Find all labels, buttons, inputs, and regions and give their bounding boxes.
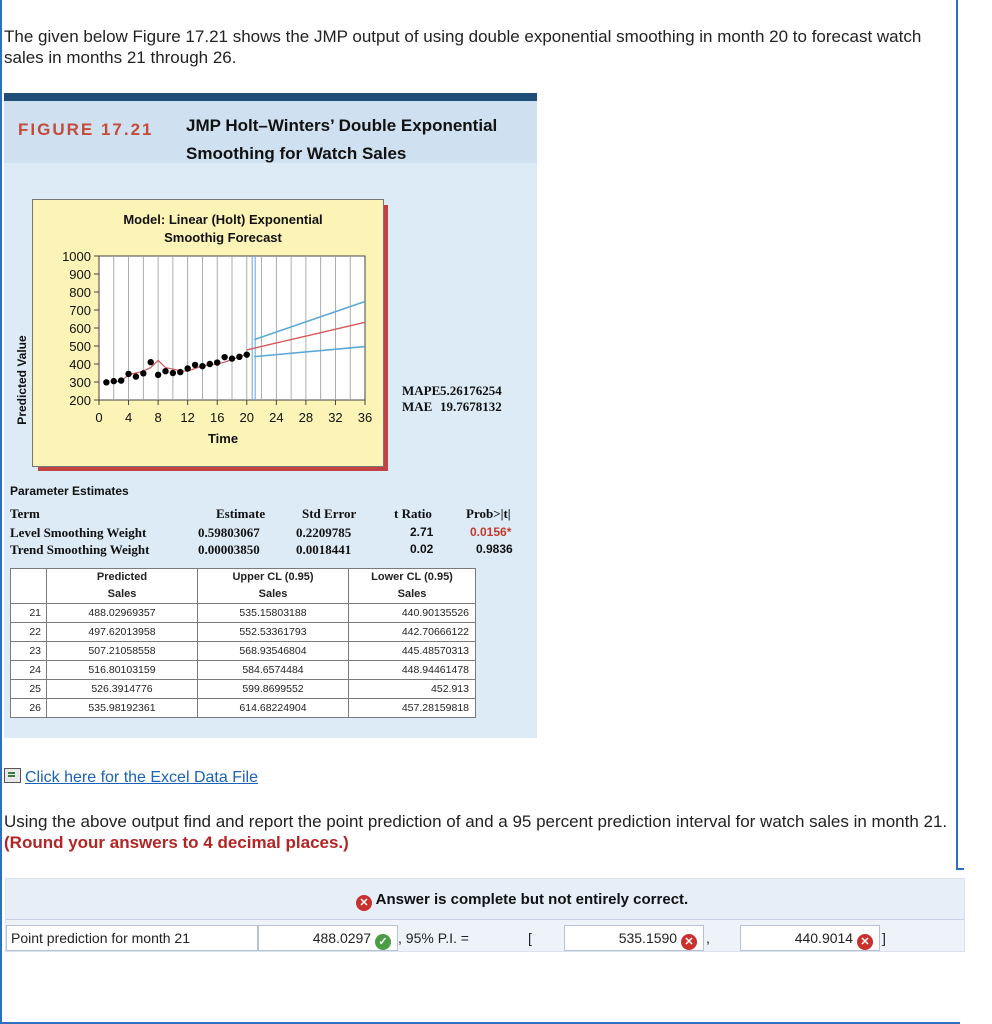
pi-label: , 95% P.I. = — [398, 930, 469, 946]
data-point — [184, 365, 190, 371]
figure-header — [4, 101, 537, 163]
figure-17-21 — [4, 93, 537, 738]
x-tick-label: 36 — [357, 410, 373, 425]
figure-top-bar — [4, 93, 537, 101]
param-header-std-error: Std Error — [302, 506, 357, 521]
table-cell-predicted: 507.21058558 — [47, 642, 198, 661]
frame-right-border — [956, 0, 958, 870]
table-cell-predicted: 526.3914776 — [47, 680, 198, 699]
table-header-blank — [11, 569, 47, 604]
chart-title-line-2: Smoothig Forecast — [164, 230, 282, 245]
param-row-term: Level Smoothing Weight — [10, 525, 147, 540]
point-prediction-input[interactable] — [258, 925, 398, 951]
y-tick-label: 600 — [69, 321, 91, 336]
figure-title: JMP Holt–Winters’ Double Exponential Smoothing for Watch Sales — [186, 116, 498, 163]
chart-ylabel: Predicted Value — [15, 335, 29, 425]
table-row-month: 26 — [11, 699, 47, 718]
data-point — [111, 378, 117, 384]
table-header-lower: Lower CL (0.95) Sales — [349, 569, 476, 604]
x-tick-label: 12 — [180, 410, 195, 425]
parameter-estimates-title: Parameter Estimates — [10, 484, 129, 498]
param-row-t-ratio: 0.02 — [410, 542, 434, 556]
y-tick-label: 300 — [69, 375, 91, 390]
forecast-chart — [15, 200, 383, 466]
x-tick-label: 4 — [124, 410, 133, 425]
chart-title-line-1: Model: Linear (Holt) Exponential — [123, 212, 323, 227]
chart-xlabel: Time — [207, 431, 239, 446]
data-point — [148, 359, 154, 365]
table-header-predicted: Predicted Sales — [47, 569, 198, 604]
param-row-prob: 0.0156* — [470, 525, 512, 539]
chart-panel — [15, 199, 384, 467]
y-tick-label: 900 — [69, 267, 91, 282]
table-row — [11, 623, 476, 642]
table-cell-upper: 568.93546804 — [198, 642, 349, 661]
y-tick-label: 1000 — [62, 249, 91, 264]
data-point — [125, 371, 131, 377]
pi-lower-value: 535.1590 — [618, 930, 678, 946]
excel-data-file-link[interactable] — [4, 768, 258, 787]
y-tick-label: 200 — [69, 393, 91, 408]
table-cell-lower: 452.913 — [349, 680, 476, 699]
table-cell-lower: 440.90135526 — [349, 604, 476, 623]
data-point — [133, 373, 139, 379]
data-point — [229, 355, 235, 361]
correct-check-icon: ✓ — [375, 934, 391, 950]
data-point — [170, 370, 176, 376]
data-point — [103, 379, 109, 385]
frame-right-hook — [956, 868, 964, 870]
data-point — [140, 370, 146, 376]
data-point — [192, 362, 198, 368]
y-tick-label: 400 — [69, 357, 91, 372]
table-cell-upper: 584.6574484 — [198, 661, 349, 680]
table-cell-lower: 445.48570313 — [349, 642, 476, 661]
incorrect-icon: ✕ — [356, 895, 372, 911]
verdict-text: Answer is complete but not entirely correct. — [375, 891, 689, 908]
table-cell-upper: 552.53361793 — [198, 623, 349, 642]
data-point — [236, 354, 242, 360]
x-tick-label: 16 — [209, 410, 225, 425]
table-cell-lower: 442.70666122 — [349, 623, 476, 642]
table-row — [11, 604, 476, 623]
data-point — [162, 368, 168, 374]
data-point — [207, 361, 213, 367]
table-row-month: 24 — [11, 661, 47, 680]
y-tick-label: 800 — [69, 285, 91, 300]
intro-text: The given below Figure 17.21 shows the JMP output of using double exponential smoothing in month 20 to forecast watch sales in months 21 through 26. — [4, 27, 922, 67]
mape-value: 5.26176254 — [440, 383, 502, 398]
table-cell-predicted: 497.62013958 — [47, 623, 198, 642]
table-row — [11, 661, 476, 680]
y-tick-label: 500 — [69, 339, 91, 354]
pi-comma: , — [706, 930, 710, 946]
data-point — [155, 372, 161, 378]
param-row-t-ratio: 2.71 — [410, 525, 434, 539]
table-cell-lower: 448.94461478 — [349, 661, 476, 680]
y-tick-label: 700 — [69, 303, 91, 318]
question-text — [4, 811, 954, 853]
x-tick-label: 8 — [154, 410, 162, 425]
pi-upper-value: 440.9014 — [794, 930, 854, 946]
mae-label: MAE — [402, 399, 433, 414]
mae-value: 19.7678132 — [440, 399, 502, 414]
param-row-estimate: 0.00003850 — [198, 542, 260, 557]
data-point — [118, 377, 124, 383]
x-tick-label: 0 — [95, 410, 103, 425]
param-row-std-error: 0.2209785 — [296, 525, 352, 540]
table-header-upper: Upper CL (0.95) Sales — [198, 569, 349, 604]
data-point — [244, 351, 250, 357]
table-row-month: 23 — [11, 642, 47, 661]
table-row-month: 22 — [11, 623, 47, 642]
point-prediction-label: Point prediction for month 21 — [6, 925, 258, 951]
table-row — [11, 680, 476, 699]
x-tick-label: 24 — [269, 410, 284, 425]
bracket-open: [ — [528, 930, 532, 946]
pi-upper-input[interactable] — [740, 925, 880, 951]
table-row — [11, 699, 476, 718]
table-cell-predicted: 488.02969357 — [47, 604, 198, 623]
param-header-estimate: Estimate — [216, 506, 266, 521]
incorrect-icon: ✕ — [681, 934, 697, 950]
table-cell-upper: 535.15803188 — [198, 604, 349, 623]
data-point — [214, 359, 220, 365]
question-body: Using the above output find and report the point prediction of and a 95 percent prediction interval for watch sales in month 21. — [4, 812, 948, 831]
x-tick-label: 20 — [239, 410, 255, 425]
table-row-month: 21 — [11, 604, 47, 623]
param-row-prob: 0.9836 — [476, 542, 513, 556]
x-tick-label: 28 — [298, 410, 314, 425]
frame-left-border — [0, 0, 2, 1024]
x-tick-label: 32 — [328, 410, 343, 425]
prediction-table — [10, 568, 476, 718]
figure-label: FIGURE 17.21 — [18, 120, 154, 139]
table-cell-predicted: 516.80103159 — [47, 661, 198, 680]
table-row — [11, 642, 476, 661]
question-emphasis: (Round your answers to 4 decimal places.) — [4, 833, 349, 852]
data-point — [221, 354, 227, 360]
param-row-std-error: 0.0018441 — [296, 542, 352, 557]
answer-verdict — [356, 891, 688, 911]
pi-lower-input[interactable] — [564, 925, 704, 951]
table-cell-predicted: 535.98192361 — [47, 699, 198, 718]
answer-header — [6, 879, 964, 920]
data-point — [199, 363, 205, 369]
error-metrics — [402, 383, 502, 415]
param-row-estimate: 0.59803067 — [198, 525, 260, 540]
data-point — [177, 369, 183, 375]
param-header-prob: Prob>|t| — [466, 506, 511, 521]
excel-file-icon — [4, 768, 21, 783]
mape-label: MAPE — [402, 383, 441, 398]
table-cell-upper: 614.68224904 — [198, 699, 349, 718]
table-cell-upper: 599.8699552 — [198, 680, 349, 699]
incorrect-icon: ✕ — [857, 934, 873, 950]
param-header-t-ratio: t Ratio — [394, 506, 432, 521]
param-row-term: Trend Smoothing Weight — [10, 542, 150, 557]
table-row-month: 25 — [11, 680, 47, 699]
param-header-term: Term — [10, 506, 40, 521]
bracket-close: ] — [882, 930, 886, 946]
point-prediction-value: 488.0297 — [312, 930, 372, 946]
table-cell-lower: 457.28159818 — [349, 699, 476, 718]
answer-box — [5, 878, 965, 952]
excel-link-text: Click here for the Excel Data File — [25, 769, 258, 786]
